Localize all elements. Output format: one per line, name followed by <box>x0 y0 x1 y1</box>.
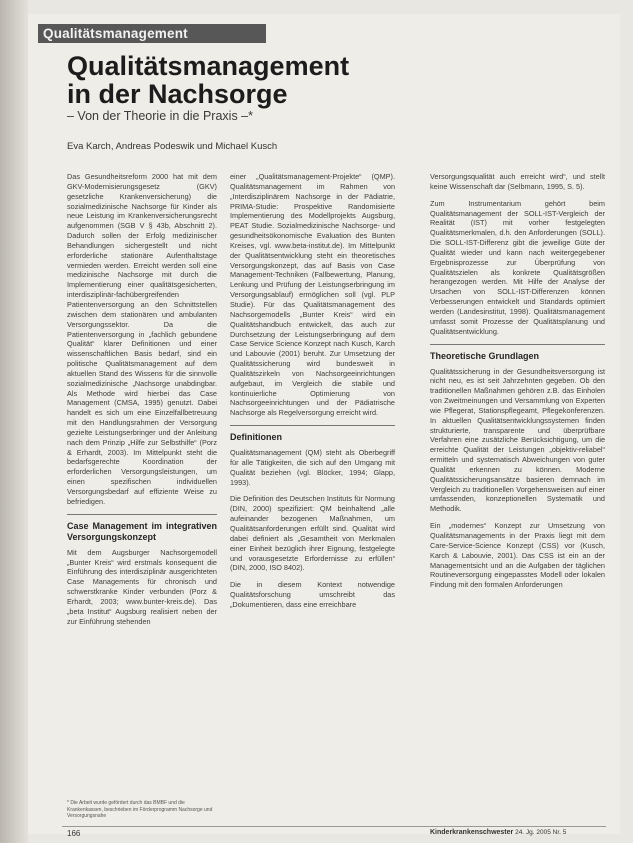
paragraph: Mit dem Augsburger Nachsorgemodell „Bunter Kreis“ wird erstmals konsequent die Einführung des interdisziplinär ausgerichteten Case Managements für chronisch und schwerstkranke Kinder verbunden (Porz & Erhardt, 2003; www.bunter-kreis.de). Das „beta Institut“ Augsburg realisiert neben der zur Einführung stehenden <box>67 547 217 626</box>
section-tag: Qualitätsmanagement <box>43 26 188 41</box>
text-column-3 <box>430 172 605 597</box>
journal-footer <box>430 829 566 836</box>
section-heading: Case Management im integrativen Versorgungskonzept <box>67 520 217 542</box>
article-subtitle: – Von der Theorie in die Praxis –* <box>67 109 253 123</box>
title-line-1: Qualitätsmanagement <box>67 51 350 81</box>
section-header-bar <box>38 24 266 43</box>
page-number: 166 <box>67 829 81 838</box>
section-divider <box>67 514 217 515</box>
text-column-2 <box>230 172 395 617</box>
article-title <box>67 52 447 108</box>
paragraph: Die in diesem Kontext notwendige Qualitätsforschung umschreibt das „Dokumentieren, dass eine erreichbare <box>230 580 395 609</box>
footer-rule <box>62 826 606 827</box>
section-heading: Definitionen <box>230 432 282 443</box>
section-divider <box>430 344 605 345</box>
paragraph: Ein „modernes“ Konzept zur Umsetzung von Qualitätsmanagements in der Praxis liegt mit dem Care-Service-Science Konzept (CSS) vor (Kusch, Karch & Labouvie, 2001). Das CSS ist ein an der Managementsicht und an die Aufgaben der täglichen Routineversorgung eingepasstes Modell oder lokalen Findung mit den formalen Anforderungen <box>430 521 605 590</box>
journal-name: Kinderkrankenschwester <box>430 829 514 836</box>
paragraph: Zum Instrumentarium gehört beim Qualitätsmanagement der SOLL-IST-Vergleich der Realität (IST) mit vorher festgelegten Qualitätsmerkmalen, d.h. den Anforderungen (SOLL). Die SOLL-IST-Differenz gibt die jeweilige Güte der Qualität wieder und kann nach weitergegebener Ergebnisprozesse zur Überprüfung von Qualitätszielen als konkrete Qualitätsgrößen herangezogen werden. Mit Hilfe der Analyse der Ursachen von SOLL-IST-Differenzen können Verbesserungen entwickelt und Standards optimiert werden (Landesinstitut, 1998). Qualitätsmanagement umfasst somit Prozesse der Qualitätsplanung und Qualitätsentwicklung. <box>430 198 605 336</box>
footnote: * Die Arbeit wurde gefördert durch das BMBF und die Krankenkassen, beschrieben im Förderprogramm Nachsorge und Versorgungsnahe <box>67 800 213 819</box>
journal-issue: 24. Jg. 2005 Nr. 5 <box>515 829 567 836</box>
article-authors: Eva Karch, Andreas Podeswik und Michael Kusch <box>67 141 278 152</box>
paragraph: Versorgungsqualität auch erreicht wird“, und stellt keine Wissenschaft dar (Selbmann, 1995, S. 5). <box>430 172 605 191</box>
paragraph: Die Definition des Deutschen Instituts für Normung (DIN, 2000) spezifiziert: QM beinhaltend „alle aufeinander bezogenen Maßnahmen, um Qualitätsanforderungen erfüllt sind. Qualität wird dabei definiert als „Gesamtheit von Merkmalen einer Einheit bezüglich ihrer Eignung, festgelegte und vorausgesetzte Erfordernisse zu erfüllen“ (DIN, 2000, ISO 8402). <box>230 494 395 573</box>
paragraph: Qualitätssicherung in der Gesundheitsversorgung ist nicht neu, es ist seit Jahrzehnten gegeben. Ob den traditionellen Maßnahmen gehören z.B. das Einholen von Zweitmeinungen und Versammlung von Experten wie Pflegerat, Stationspflegeamt, Pflegekonferenzen. In aktuellen Qualitätsentwicklungssystemen finden strukturierte, transparente und überprüfbare Verfahren eine zusätzliche Berücksichtigung, um die erreichte Qualität der Leistungen „objektiv-reliabel“ ermitteln und systematisch Abweichungen von guter Qualität erkennen zu können. Moderne Qualitätssicherungsansätze basieren demnach im Vergleich zu traditionellen Vorgehensweisen auf einer umfassenden, konzeptionellen Systematik und Methodik. <box>430 366 605 514</box>
paragraph: Das Gesundheitsreform 2000 hat mit dem GKV-Modernisierungsgesetz (GKV) gesetzliche Krankenversicherung) die sozialmedizinische Nachsorge für Kinder als neue Leistung im Krankenversicherungsrecht aufgenommen (SGB V § 43b, Abschnitt 2). Dadurch sollen der Erfolg medizinischer Behandlungen sichergestellt und nicht erforderliche stationäre Aufenthaltstage vermieden werden. Erreicht werden soll eine medizinische Nachsorge mit durch die Implementierung einer qualitätsgesicherten, interdisziplinär-fachübergreifenden Patientenversorgung an den Schnittstellen zwischen dem stationären und ambulanten Versorgungssektor. Da die Patientenversorgung in „fachlich gebundene Qualität“ klarer Definitionen und einer wissenschaftlichen Basis bedarf, sind ein politische Qualitätsmanagement auf dem aktuellen Stand des Wissens für die sinnvolle sozialmedizinische „Nachsorge unabdingbar. Als Methode wird hierbei das Case Management (CMSA, 1995) genutzt. Dabei handelt es sich um eine Einzelfallbetreuung mit den Handlungsrahmen der Versorgung gezielte Leistungserbringer und der Anleitung nach dem Prinzip „Hilfe zur Selbsthilfe“ (Porz & Erhardt, 2003). Im Mittelpunkt steht die bedarfsgerechte Koordination der erforderlichen Versorgungsleistungen, um einen spezifischen individuellen Versorgungsbedarf auf effiziente Weise zu befriedigen. <box>67 172 217 506</box>
title-line-2: in der Nachsorge <box>67 79 288 109</box>
paragraph: einer „Qualitätsmanagement-Projekte“ (QMP). Qualitätsmanagement im Rahmen von „Interdisziplinärem Nachsorge in der Pädiatrie, PRIMA-Studie: Prospektive Randomisierte Implementierung des Modellprojekts Augsburg, PEAT Studie. Sozialmedizinische Nachsorge- und gesundheitsökonomische Evaluation des Bunten Kreises, vgl. www.beta-institut.de). Im Mittelpunkt der Qualitätsentwicklung steht ein theoretisches Versorgungskonzept, das auf Basis von Case Management-Techniken (Fallbewertung, Planung, Lenkung und Prüfung der Leistungserbringung im Versorgungsablauf) ermöglichen soll (vgl. PLP Studie). Für das Qualitätsmanagement des Nachsorgemodells „Bunter Kreis“ wird ein Qualitätshandbuch entwickelt, das auch zur Durchsetzung der Leistungserbringung auf dem Case Service Science Konzept nach Kusch, Karch und Labouvie (2001) beruht. Zur Umsetzung der Qualitätssicherung wird bundesweit in Qualitätszirkeln von Nachsorgeeinrichtungen aufgebaut, im Vergleich die stabile und kontinuierliche Optimierung von Nachsorgeeinrichtungen und der Pädiatrische Nachsorge als Regelversorgung erreicht wird. <box>230 172 395 418</box>
section-heading: Theoretische Grundlagen <box>430 350 540 361</box>
section-divider <box>230 425 395 426</box>
page-shadow <box>0 0 28 843</box>
text-column-1 <box>67 172 217 633</box>
paragraph: Qualitätsmanagement (QM) steht als Oberbegriff für alle Tätigkeiten, die sich auf den Umgang mit Qualität beziehen (vgl. Blöcker, 1994; Glapp, 1993). <box>230 448 395 487</box>
